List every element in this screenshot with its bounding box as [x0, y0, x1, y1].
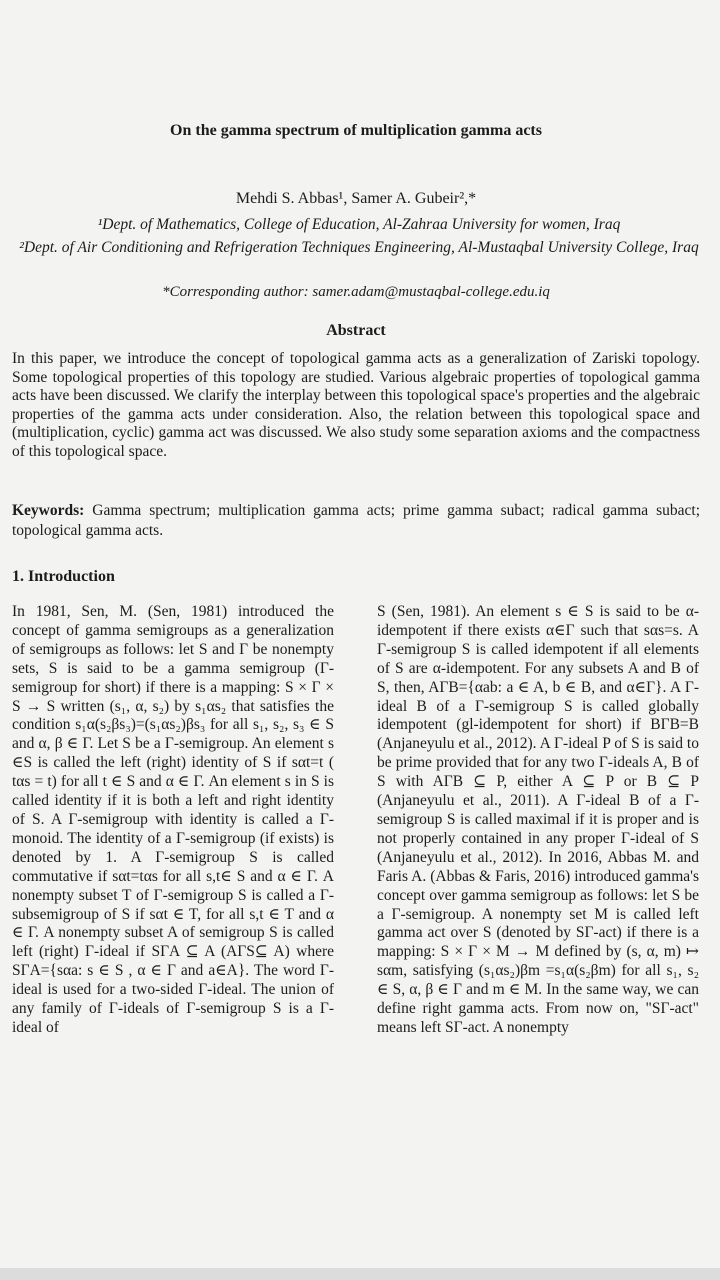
keywords-text: Gamma spectrum; multiplication gamma acts; prime gamma subact; radical gamma subact; topological gamma acts.	[12, 502, 700, 539]
bottom-edge	[0, 1268, 720, 1280]
right-column-text: S (Sen, 1981). An element s ∈ S is said to be α-idempotent if there exists α∈Γ such that sαs=s. A Γ-semigroup S is called idempotent if all elements of S are α-idempotent. For any subsets A and B of S, then, AΓB={αab: a ∈ A, b ∈ B, and α∈Γ}. A Γ-ideal B of a Γ-semigroup S is called globally idempotent (gl-idempotent for short) if BΓB=B (Anjaneyulu et al., 2012). A Γ-ideal P of S is said to be prime provided that for any two Γ-ideals A, B of S with AΓB ⊆ P, either A ⊆ P or B ⊆ P (Anjaneyulu et al., 2011). A Γ-ideal B of a Γ-semigroup S is called maximal if it is proper and is not properly contained in any proper Γ-ideal of S (Anjaneyulu et al., 2012). In 2016, Abbas M. and Faris A. (Abbas & Faris, 2016) introduced gamma's concept over gamma semigroup as follows: let S be a Γ-semigroup. A nonempty set M is called left gamma act over S (denoted by SΓ-act) if there is a mapping: S × Γ × M → M defined by (s, α, m) ↦ sαm, satisfying (s₁αs₂)βm =s₁α(s₂βm) for all s₁, s₂ ∈ S, α, β ∈ Γ and m ∈ M. In the same way, we can define right gamma acts. From now on, "SΓ-act" means left SΓ-act. A nonempty	[377, 603, 699, 1036]
corresponding-author: *Corresponding author: samer.adam@mustaqbal-college.edu.iq	[162, 284, 550, 300]
author-list: Mehdi S. Abbas¹, Samer A. Gubeir²,*	[235, 190, 477, 207]
affiliation-2: ²Dept. of Air Conditioning and Refrigeration Techniques Engineering, Al-Mustaqbal University College, Iraq	[19, 239, 699, 256]
keywords	[12, 501, 700, 541]
abstract-text: In this paper, we introduce the concept of topological gamma acts as a generalization of Zariski topology. Some topological properties of this topology are studied. Various algebraic properties of topological gamma acts have been discussed. We clarify the interplay between this topological space's properties and the algebraic properties of the gamma acts under consideration. Also, the relation between this topological space and (multiplication, cyclic) gamma act was discussed. We also study some separation axioms and the compactness of this topological space.	[12, 350, 700, 460]
section-heading: 1. Introduction	[12, 568, 115, 585]
paper-title: On the gamma spectrum of multiplication gamma acts	[170, 122, 542, 139]
keywords-label: Keywords:	[12, 502, 85, 519]
left-column-text: In 1981, Sen, M. (Sen, 1981) introduced the concept of gamma semigroups as a generalization of semigroups as follows: let S and Γ be nonempty sets, S is said to be a gamma semigroup (Γ-semigroup for short) if there is a mapping: S × Γ × S → S written (s₁, α, s₂) by s₁αs₂ that satisfies the condition s₁α(s₂βs₃)=(s₁αs₂)βs₃ for all s₁, s₂, s₃ ∈ S and α, β ∈ Γ. Let S be a Γ-semigroup. An element s ∈S is called the left (right) identity of S if sαt=t ( tαs = t) for all t ∈ S and α ∈ Γ. An element s in S is called identity if it is both a left and right identity of S. A Γ-semigroup with identity is called a Γ-monoid. The identity of a Γ-semigroup (if exists) is denoted by 1. A Γ-semigroup S is called commutative if sαt=tαs for all s,t∈ S and α ∈ Γ. A nonempty subset T of Γ-semigroup S is called a Γ-subsemigroup of S if sαt ∈ T, for all s,t ∈ T and α ∈ Γ. A nonempty subset A of semigroup S is called left (right) Γ-ideal if SΓA ⊆ A (AΓS⊆ A) where SΓA={sαa: s ∈ S , α ∈ Γ and a∈A}. The word Γ-ideal is used for a two-sided Γ-ideal. The union of any family of Γ-ideals of Γ-semigroup S is a Γ-ideal of	[12, 603, 334, 1036]
abstract-heading: Abstract	[326, 322, 386, 339]
affiliation-1: ¹Dept. of Mathematics, College of Education, Al-Zahraa University for women, Iraq	[97, 216, 621, 233]
